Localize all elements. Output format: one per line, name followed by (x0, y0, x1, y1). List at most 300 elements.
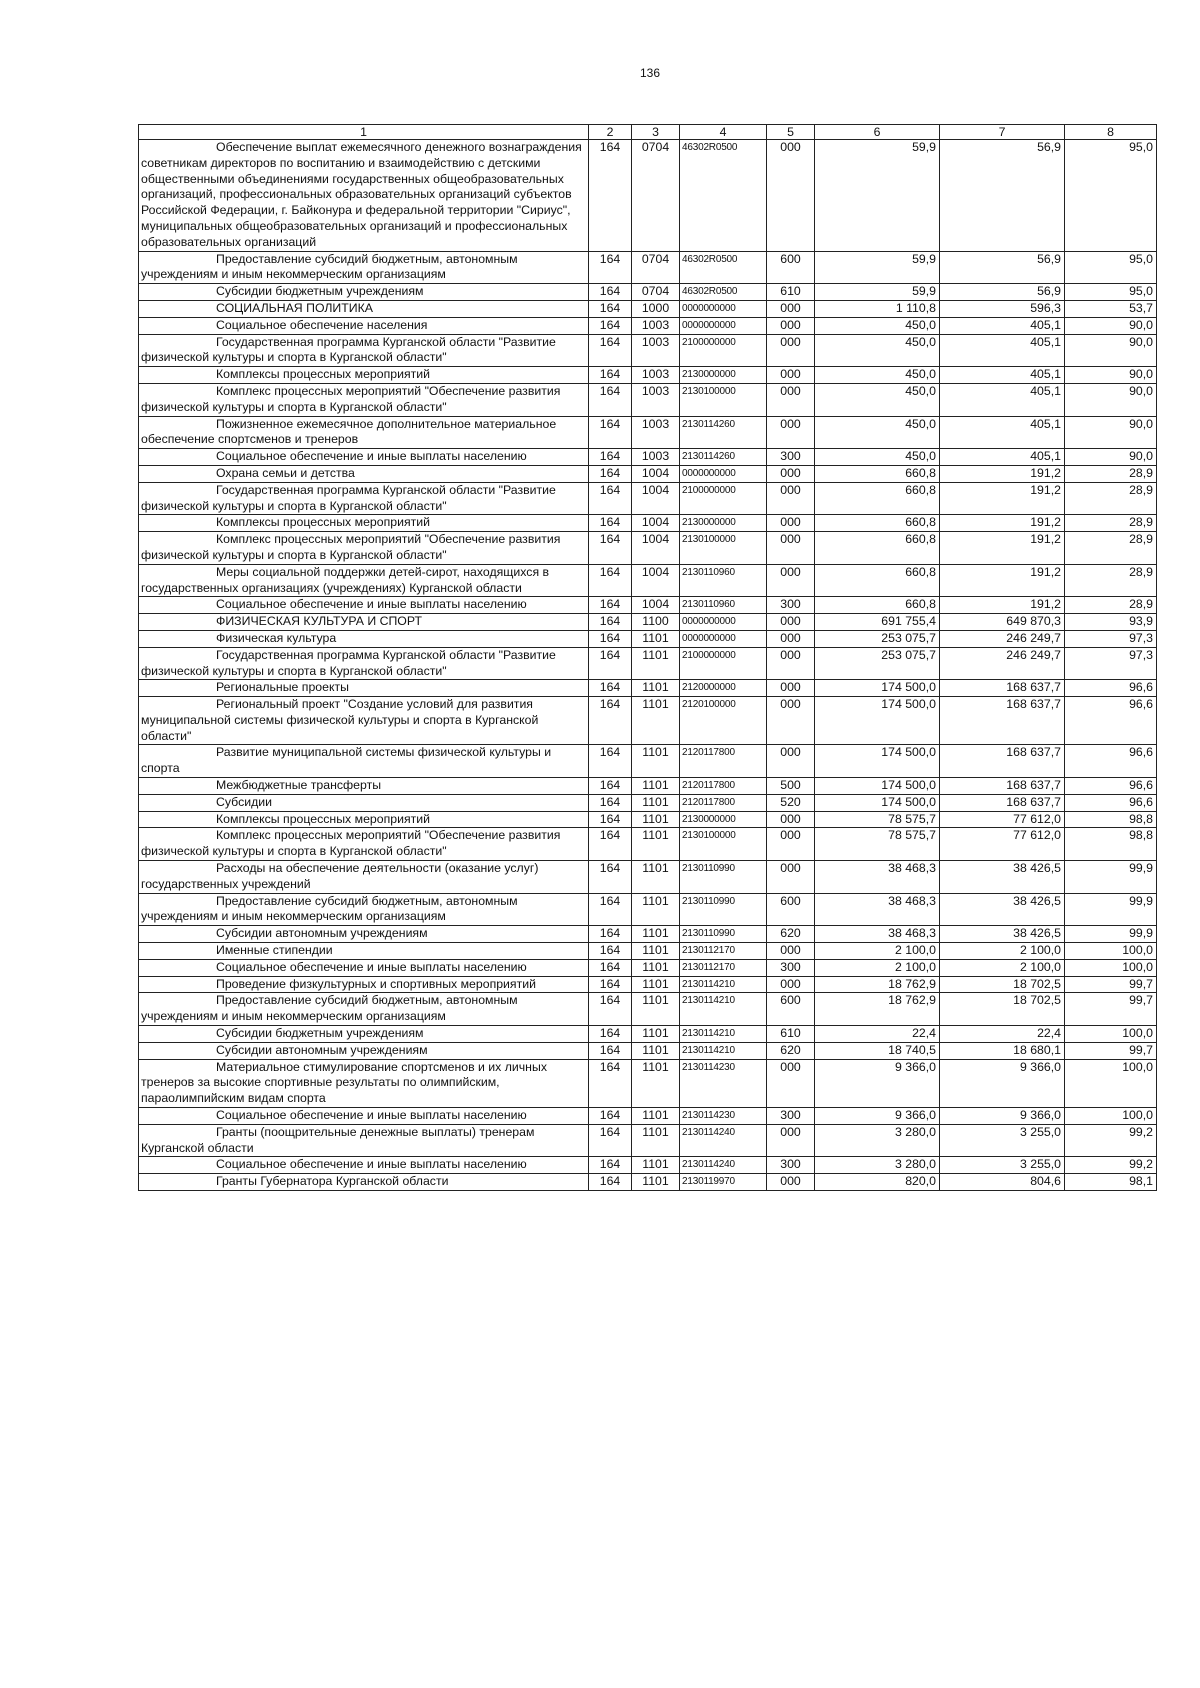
plan-value: 18 762,9 (815, 976, 940, 993)
section-code: 1000 (632, 300, 680, 317)
expense-type: 000 (767, 861, 815, 894)
target-code: 2130114260 (680, 449, 767, 466)
percent-value: 98,8 (1065, 828, 1157, 861)
target-code: 2130000000 (680, 811, 767, 828)
table-row (139, 1174, 1157, 1191)
target-code: 2130112170 (680, 943, 767, 960)
percent-value: 99,9 (1065, 893, 1157, 926)
percent-value: 97,3 (1065, 647, 1157, 680)
actual-value: 246 249,7 (940, 630, 1065, 647)
actual-value: 191,2 (940, 597, 1065, 614)
percent-value: 100,0 (1065, 1059, 1157, 1107)
target-code: 2130110990 (680, 926, 767, 943)
admin-code: 164 (589, 794, 632, 811)
percent-value: 93,9 (1065, 614, 1157, 631)
plan-value: 59,9 (815, 284, 940, 301)
plan-value: 174 500,0 (815, 680, 940, 697)
plan-value: 1 110,8 (815, 300, 940, 317)
actual-value: 596,3 (940, 300, 1065, 317)
actual-value: 77 612,0 (940, 811, 1065, 828)
admin-code: 164 (589, 334, 632, 367)
actual-value: 22,4 (940, 1026, 1065, 1043)
actual-value: 168 637,7 (940, 697, 1065, 745)
plan-value: 450,0 (815, 367, 940, 384)
section-code: 1003 (632, 383, 680, 416)
table-row (139, 959, 1157, 976)
expense-type: 000 (767, 614, 815, 631)
target-code: 2120117800 (680, 794, 767, 811)
row-name: Именные стипендии (139, 943, 589, 960)
row-name: Региональные проекты (139, 680, 589, 697)
percent-value: 28,9 (1065, 465, 1157, 482)
section-code: 1101 (632, 778, 680, 795)
target-code: 2120117800 (680, 745, 767, 778)
admin-code: 164 (589, 647, 632, 680)
column-header: 4 (680, 125, 767, 140)
percent-value: 100,0 (1065, 1026, 1157, 1043)
expense-type: 520 (767, 794, 815, 811)
row-name: Гранты Губернатора Курганской области (139, 1174, 589, 1191)
target-code: 2130110960 (680, 564, 767, 597)
actual-value: 168 637,7 (940, 680, 1065, 697)
actual-value: 168 637,7 (940, 778, 1065, 795)
admin-code: 164 (589, 564, 632, 597)
table-row (139, 697, 1157, 745)
target-code: 2130112170 (680, 959, 767, 976)
percent-value: 100,0 (1065, 959, 1157, 976)
table-row (139, 515, 1157, 532)
percent-value: 99,9 (1065, 861, 1157, 894)
percent-value: 99,9 (1065, 926, 1157, 943)
expense-type: 000 (767, 1124, 815, 1157)
expense-type: 300 (767, 449, 815, 466)
column-header: 7 (940, 125, 1065, 140)
plan-value: 2 100,0 (815, 959, 940, 976)
plan-value: 820,0 (815, 1174, 940, 1191)
target-code: 2130110960 (680, 597, 767, 614)
expense-type: 620 (767, 926, 815, 943)
column-header: 8 (1065, 125, 1157, 140)
table-row (139, 532, 1157, 565)
plan-value: 9 366,0 (815, 1108, 940, 1125)
row-name: Социальное обеспечение и иные выплаты населению (139, 597, 589, 614)
expense-type: 000 (767, 630, 815, 647)
table-row (139, 300, 1157, 317)
row-name: СОЦИАЛЬНАЯ ПОЛИТИКА (139, 300, 589, 317)
table-body (139, 140, 1157, 1191)
target-code: 2100000000 (680, 482, 767, 515)
actual-value: 56,9 (940, 251, 1065, 284)
expense-type: 000 (767, 828, 815, 861)
target-code: 46302R0500 (680, 251, 767, 284)
section-code: 1101 (632, 697, 680, 745)
actual-value: 9 366,0 (940, 1059, 1065, 1107)
admin-code: 164 (589, 449, 632, 466)
row-name: Субсидии бюджетным учреждениям (139, 284, 589, 301)
section-code: 1101 (632, 794, 680, 811)
admin-code: 164 (589, 1174, 632, 1191)
section-code: 1003 (632, 449, 680, 466)
expense-type: 500 (767, 778, 815, 795)
row-name: Проведение физкультурных и спортивных мероприятий (139, 976, 589, 993)
expense-type: 300 (767, 959, 815, 976)
section-code: 0704 (632, 284, 680, 301)
plan-value: 18 762,9 (815, 993, 940, 1026)
section-code: 1101 (632, 811, 680, 828)
target-code: 0000000000 (680, 630, 767, 647)
section-code: 1003 (632, 416, 680, 449)
row-name: Комплексы процессных мероприятий (139, 811, 589, 828)
target-code: 2130114260 (680, 416, 767, 449)
actual-value: 38 426,5 (940, 861, 1065, 894)
row-name: Предоставление субсидий бюджетным, автономным учреждениям и иным некоммерческим организациям (139, 251, 589, 284)
actual-value: 3 255,0 (940, 1157, 1065, 1174)
percent-value: 99,7 (1065, 993, 1157, 1026)
plan-value: 38 468,3 (815, 926, 940, 943)
row-name: Предоставление субсидий бюджетным, автономным учреждениям и иным некоммерческим организациям (139, 993, 589, 1026)
actual-value: 649 870,3 (940, 614, 1065, 631)
percent-value: 96,6 (1065, 778, 1157, 795)
column-header: 5 (767, 125, 815, 140)
actual-value: 168 637,7 (940, 794, 1065, 811)
table-row (139, 630, 1157, 647)
plan-value: 174 500,0 (815, 778, 940, 795)
plan-value: 253 075,7 (815, 647, 940, 680)
actual-value: 9 366,0 (940, 1108, 1065, 1125)
admin-code: 164 (589, 140, 632, 252)
actual-value: 191,2 (940, 482, 1065, 515)
percent-value: 100,0 (1065, 943, 1157, 960)
percent-value: 90,0 (1065, 383, 1157, 416)
actual-value: 2 100,0 (940, 943, 1065, 960)
section-code: 1101 (632, 828, 680, 861)
plan-value: 450,0 (815, 317, 940, 334)
plan-value: 22,4 (815, 1026, 940, 1043)
section-code: 1101 (632, 1026, 680, 1043)
section-code: 1101 (632, 745, 680, 778)
target-code: 2100000000 (680, 647, 767, 680)
admin-code: 164 (589, 1042, 632, 1059)
admin-code: 164 (589, 482, 632, 515)
expense-type: 000 (767, 532, 815, 565)
admin-code: 164 (589, 300, 632, 317)
actual-value: 77 612,0 (940, 828, 1065, 861)
expense-type: 000 (767, 811, 815, 828)
actual-value: 56,9 (940, 284, 1065, 301)
section-code: 1101 (632, 1108, 680, 1125)
plan-value: 691 755,4 (815, 614, 940, 631)
row-name: Социальное обеспечение и иные выплаты населению (139, 959, 589, 976)
plan-value: 78 575,7 (815, 828, 940, 861)
section-code: 1101 (632, 1042, 680, 1059)
expense-type: 000 (767, 367, 815, 384)
actual-value: 191,2 (940, 564, 1065, 597)
column-header: 3 (632, 125, 680, 140)
table-row (139, 926, 1157, 943)
section-code: 1004 (632, 564, 680, 597)
section-code: 1101 (632, 1174, 680, 1191)
section-code: 1101 (632, 959, 680, 976)
admin-code: 164 (589, 976, 632, 993)
expense-type: 600 (767, 993, 815, 1026)
admin-code: 164 (589, 926, 632, 943)
percent-value: 28,9 (1065, 564, 1157, 597)
admin-code: 164 (589, 383, 632, 416)
percent-value: 53,7 (1065, 300, 1157, 317)
admin-code: 164 (589, 532, 632, 565)
expense-type: 000 (767, 697, 815, 745)
row-name: Государственная программа Курганской области "Развитие физической культуры и спорта в Курганской области" (139, 647, 589, 680)
plan-value: 660,8 (815, 465, 940, 482)
plan-value: 660,8 (815, 532, 940, 565)
percent-value: 90,0 (1065, 367, 1157, 384)
row-name: Комплекс процессных мероприятий "Обеспечение развития физической культуры и спорта в Курганской области" (139, 532, 589, 565)
expense-type: 000 (767, 564, 815, 597)
target-code: 2130100000 (680, 383, 767, 416)
target-code: 2130114230 (680, 1059, 767, 1107)
expense-type: 000 (767, 1059, 815, 1107)
expense-type: 000 (767, 680, 815, 697)
row-name: Социальное обеспечение населения (139, 317, 589, 334)
table-row (139, 1042, 1157, 1059)
plan-value: 450,0 (815, 449, 940, 466)
target-code: 2130100000 (680, 828, 767, 861)
admin-code: 164 (589, 1026, 632, 1043)
admin-code: 164 (589, 1108, 632, 1125)
plan-value: 2 100,0 (815, 943, 940, 960)
actual-value: 56,9 (940, 140, 1065, 252)
page-number: 136 (639, 66, 661, 80)
target-code: 2130114210 (680, 1042, 767, 1059)
plan-value: 660,8 (815, 597, 940, 614)
table-row (139, 976, 1157, 993)
row-name: Межбюджетные трансферты (139, 778, 589, 795)
table-row (139, 778, 1157, 795)
table-row (139, 367, 1157, 384)
table-row (139, 334, 1157, 367)
target-code: 2100000000 (680, 334, 767, 367)
percent-value: 96,6 (1065, 697, 1157, 745)
admin-code: 164 (589, 630, 632, 647)
admin-code: 164 (589, 861, 632, 894)
expense-type: 600 (767, 893, 815, 926)
expense-type: 300 (767, 1157, 815, 1174)
table-row (139, 284, 1157, 301)
table-row (139, 647, 1157, 680)
admin-code: 164 (589, 893, 632, 926)
percent-value: 90,0 (1065, 416, 1157, 449)
admin-code: 164 (589, 251, 632, 284)
target-code: 2130000000 (680, 515, 767, 532)
admin-code: 164 (589, 597, 632, 614)
admin-code: 164 (589, 367, 632, 384)
percent-value: 90,0 (1065, 334, 1157, 367)
actual-value: 405,1 (940, 383, 1065, 416)
percent-value: 99,2 (1065, 1157, 1157, 1174)
plan-value: 450,0 (815, 383, 940, 416)
row-name: ФИЗИЧЕСКАЯ КУЛЬТУРА И СПОРТ (139, 614, 589, 631)
actual-value: 2 100,0 (940, 959, 1065, 976)
section-code: 1101 (632, 993, 680, 1026)
percent-value: 100,0 (1065, 1108, 1157, 1125)
section-code: 1004 (632, 597, 680, 614)
plan-value: 174 500,0 (815, 794, 940, 811)
percent-value: 96,6 (1065, 680, 1157, 697)
plan-value: 253 075,7 (815, 630, 940, 647)
plan-value: 450,0 (815, 416, 940, 449)
expense-type: 000 (767, 976, 815, 993)
plan-value: 660,8 (815, 515, 940, 532)
actual-value: 405,1 (940, 449, 1065, 466)
table-row (139, 614, 1157, 631)
section-code: 1004 (632, 482, 680, 515)
percent-value: 98,1 (1065, 1174, 1157, 1191)
target-code: 2130100000 (680, 532, 767, 565)
expense-type: 000 (767, 943, 815, 960)
target-code: 2130114240 (680, 1157, 767, 1174)
target-code: 2130114210 (680, 976, 767, 993)
expense-type: 610 (767, 1026, 815, 1043)
section-code: 1101 (632, 893, 680, 926)
percent-value: 90,0 (1065, 449, 1157, 466)
actual-value: 246 249,7 (940, 647, 1065, 680)
admin-code: 164 (589, 959, 632, 976)
table-row (139, 317, 1157, 334)
percent-value: 28,9 (1065, 515, 1157, 532)
target-code: 2130119970 (680, 1174, 767, 1191)
expense-type: 000 (767, 300, 815, 317)
admin-code: 164 (589, 416, 632, 449)
plan-value: 38 468,3 (815, 861, 940, 894)
section-code: 1101 (632, 1059, 680, 1107)
actual-value: 405,1 (940, 317, 1065, 334)
expense-type: 000 (767, 334, 815, 367)
percent-value: 90,0 (1065, 317, 1157, 334)
row-name: Государственная программа Курганской области "Развитие физической культуры и спорта в Курганской области" (139, 334, 589, 367)
table-row (139, 943, 1157, 960)
row-name: Комплекс процессных мероприятий "Обеспечение развития физической культуры и спорта в Курганской области" (139, 383, 589, 416)
row-name: Региональный проект "Создание условий для развития муниципальной системы физической культуры и спорта в Курганской области" (139, 697, 589, 745)
plan-value: 660,8 (815, 482, 940, 515)
expense-type: 000 (767, 465, 815, 482)
actual-value: 3 255,0 (940, 1124, 1065, 1157)
row-name: Пожизненное ежемесячное дополнительное материальное обеспечение спортсменов и тренеров (139, 416, 589, 449)
percent-value: 95,0 (1065, 140, 1157, 252)
admin-code: 164 (589, 943, 632, 960)
percent-value: 97,3 (1065, 630, 1157, 647)
plan-value: 3 280,0 (815, 1157, 940, 1174)
plan-value: 660,8 (815, 564, 940, 597)
target-code: 2120000000 (680, 680, 767, 697)
actual-value: 191,2 (940, 532, 1065, 565)
section-code: 1003 (632, 367, 680, 384)
target-code: 2130114240 (680, 1124, 767, 1157)
table-row (139, 680, 1157, 697)
actual-value: 191,2 (940, 465, 1065, 482)
target-code: 46302R0500 (680, 284, 767, 301)
plan-value: 38 468,3 (815, 893, 940, 926)
section-code: 1101 (632, 630, 680, 647)
table-header-row (139, 125, 1157, 140)
row-name: Физическая культура (139, 630, 589, 647)
percent-value: 99,7 (1065, 1042, 1157, 1059)
admin-code: 164 (589, 465, 632, 482)
table-row (139, 1059, 1157, 1107)
expense-type: 300 (767, 1108, 815, 1125)
admin-code: 164 (589, 515, 632, 532)
section-code: 0704 (632, 140, 680, 252)
percent-value: 96,6 (1065, 745, 1157, 778)
admin-code: 164 (589, 778, 632, 795)
table-row (139, 828, 1157, 861)
target-code: 2120100000 (680, 697, 767, 745)
expense-type: 600 (767, 251, 815, 284)
actual-value: 18 702,5 (940, 976, 1065, 993)
row-name: Меры социальной поддержки детей-сирот, находящихся в государственных организациях (учреждениях) Курганской области (139, 564, 589, 597)
section-code: 1101 (632, 1157, 680, 1174)
table-row (139, 811, 1157, 828)
column-header: 6 (815, 125, 940, 140)
section-code: 1003 (632, 334, 680, 367)
expense-type: 000 (767, 515, 815, 532)
percent-value: 99,7 (1065, 976, 1157, 993)
expense-type: 620 (767, 1042, 815, 1059)
table-row (139, 416, 1157, 449)
table-row (139, 597, 1157, 614)
table-row (139, 564, 1157, 597)
admin-code: 164 (589, 993, 632, 1026)
target-code: 2130110990 (680, 893, 767, 926)
table-row (139, 1108, 1157, 1125)
row-name: Охрана семьи и детства (139, 465, 589, 482)
expense-type: 000 (767, 1174, 815, 1191)
target-code: 0000000000 (680, 317, 767, 334)
percent-value: 98,8 (1065, 811, 1157, 828)
row-name: Социальное обеспечение и иные выплаты населению (139, 1157, 589, 1174)
table-row (139, 1026, 1157, 1043)
percent-value: 28,9 (1065, 597, 1157, 614)
column-header: 2 (589, 125, 632, 140)
admin-code: 164 (589, 284, 632, 301)
row-name: Материальное стимулирование спортсменов и их личных тренеров за высокие спортивные результаты по олимпийским, параолимпийским видам спорта (139, 1059, 589, 1107)
plan-value: 9 366,0 (815, 1059, 940, 1107)
budget-table (138, 124, 1157, 1191)
admin-code: 164 (589, 1059, 632, 1107)
table-row (139, 745, 1157, 778)
percent-value: 96,6 (1065, 794, 1157, 811)
row-name: Субсидии автономным учреждениям (139, 926, 589, 943)
plan-value: 78 575,7 (815, 811, 940, 828)
percent-value: 28,9 (1065, 482, 1157, 515)
expense-type: 000 (767, 140, 815, 252)
section-code: 1004 (632, 465, 680, 482)
table-row (139, 893, 1157, 926)
column-header: 1 (139, 125, 589, 140)
admin-code: 164 (589, 680, 632, 697)
target-code: 0000000000 (680, 614, 767, 631)
plan-value: 59,9 (815, 251, 940, 284)
row-name: Гранты (поощрительные денежные выплаты) тренерам Курганской области (139, 1124, 589, 1157)
row-name: Субсидии бюджетным учреждениям (139, 1026, 589, 1043)
table-row (139, 1157, 1157, 1174)
row-name: Комплексы процессных мероприятий (139, 515, 589, 532)
row-name: Предоставление субсидий бюджетным, автономным учреждениям и иным некоммерческим организациям (139, 893, 589, 926)
percent-value: 28,9 (1065, 532, 1157, 565)
row-name: Государственная программа Курганской области "Развитие физической культуры и спорта в Курганской области" (139, 482, 589, 515)
row-name: Обеспечение выплат ежемесячного денежного вознаграждения советникам директоров по воспитанию и взаимодействию с детскими общественными объединениями государственных общеобразовательных организаций, профессиональных образовательных организаций субъектов Российской Федерации, г. Байконура и федеральной территории "Сириус", муниципальных общеобразовательных организаций и профессиональных образовательных организаций (139, 140, 589, 252)
percent-value: 95,0 (1065, 284, 1157, 301)
expense-type: 000 (767, 383, 815, 416)
